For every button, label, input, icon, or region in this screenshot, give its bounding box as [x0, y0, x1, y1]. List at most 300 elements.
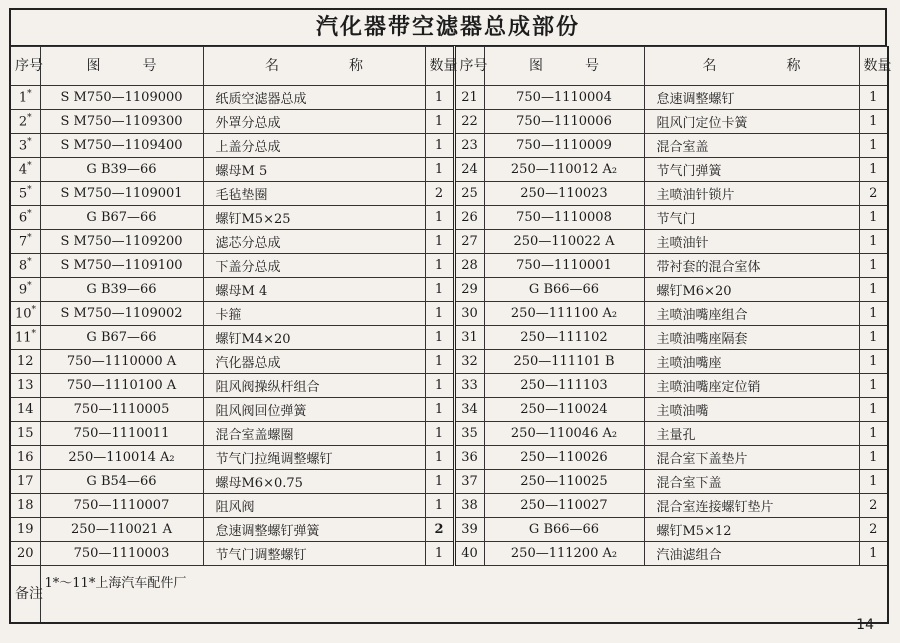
cell-drawing-number [40, 230, 203, 254]
cell-quantity-text: 1 [869, 138, 878, 153]
header-quantity: 数量 [859, 47, 888, 86]
cell-drawing-number-text: 750—1110007 [73, 498, 170, 513]
cell-drawing-number-text: 750—1110004 [516, 90, 612, 105]
cell-drawing-number-text: G B39—66 [86, 282, 157, 297]
cell-seq [10, 86, 40, 110]
cell-seq [454, 374, 484, 398]
cell-name-text: 主喷油嘴座 [656, 356, 722, 371]
cell-name [644, 254, 859, 278]
cell-drawing-number [484, 542, 644, 566]
remarks-text: 1*～11*上海汽车配件厂 [40, 566, 888, 624]
cell-name-text: 怠速调整螺钉弹簧 [215, 524, 320, 539]
cell-name-text: 主喷油嘴 [656, 404, 709, 419]
cell-seq [454, 206, 484, 230]
supplier-mark: * [27, 209, 32, 220]
cell-name [203, 374, 425, 398]
cell-drawing-number-text: G B54—66 [86, 474, 157, 489]
cell-drawing-number [40, 182, 203, 206]
cell-seq-text: 34 [461, 402, 478, 417]
cell-name-text: 外罩分总成 [215, 116, 281, 131]
cell-seq [10, 134, 40, 158]
cell-seq-text: 25 [461, 186, 478, 201]
cell-quantity-text: 1 [434, 114, 444, 129]
cell-quantity-text: 1 [434, 498, 444, 513]
cell-name [644, 542, 859, 566]
cell-drawing-number-text: 250—110012 A₂ [510, 162, 618, 177]
cell-drawing-number-text: 750—1110003 [73, 546, 170, 561]
cell-seq [10, 254, 40, 278]
cell-quantity-text: 2 [434, 522, 444, 537]
cell-quantity-text: 1 [869, 234, 878, 249]
page-number: 14 [856, 617, 874, 633]
cell-drawing-number [484, 374, 644, 398]
cell-quantity [859, 158, 888, 182]
cell-seq-text: 8 [18, 258, 28, 274]
cell-quantity [859, 230, 888, 254]
cell-drawing-number [484, 182, 644, 206]
cell-drawing-number-text: S M750—1109200 [60, 234, 183, 249]
supplier-mark: * [27, 185, 32, 196]
cell-quantity [425, 254, 454, 278]
cell-quantity [859, 494, 888, 518]
table-row [10, 326, 888, 350]
cell-seq-text: 22 [461, 114, 478, 129]
parts-table [9, 46, 892, 624]
cell-drawing-number [40, 374, 203, 398]
cell-quantity [425, 374, 454, 398]
cell-seq [10, 158, 40, 182]
cell-quantity-text: 1 [434, 138, 444, 153]
cell-quantity [425, 302, 454, 326]
cell-seq [10, 374, 40, 398]
cell-name [644, 230, 859, 254]
cell-drawing-number-text: G B39—66 [86, 162, 157, 177]
supplier-mark: * [27, 137, 32, 148]
table-row [10, 350, 888, 374]
cell-drawing-number [484, 134, 644, 158]
cell-name [644, 110, 859, 134]
table-row [10, 278, 888, 302]
header-name: 名 称 [203, 47, 425, 86]
cell-quantity-text: 1 [434, 162, 444, 177]
header-drawing-number: 图 号 [40, 47, 203, 86]
cell-seq [454, 518, 484, 542]
table-row [10, 110, 888, 134]
cell-drawing-number [484, 254, 644, 278]
cell-quantity-text: 2 [434, 186, 444, 201]
cell-quantity-text: 1 [434, 546, 444, 561]
table-row [10, 374, 888, 398]
cell-quantity [859, 206, 888, 230]
cell-name-text: 节气门 [656, 212, 696, 227]
cell-drawing-number-text: S M750—1109000 [60, 90, 183, 105]
cell-drawing-number [40, 446, 203, 470]
cell-seq-text: 18 [16, 498, 34, 513]
cell-name [203, 230, 425, 254]
cell-seq [10, 470, 40, 494]
cell-seq [454, 470, 484, 494]
cell-seq-text: 3 [18, 138, 28, 154]
page-title: 汽化器带空滤器总成部份 [9, 8, 887, 46]
cell-seq [454, 230, 484, 254]
cell-seq-text: 26 [461, 210, 478, 225]
cell-name-text: 螺母M 4 [215, 284, 268, 299]
cell-seq-text: 20 [16, 546, 34, 561]
cell-drawing-number [484, 518, 644, 542]
cell-seq [454, 254, 484, 278]
cell-quantity-text: 1 [869, 258, 878, 273]
cell-name-text: 下盖分总成 [215, 260, 281, 275]
cell-seq [454, 278, 484, 302]
cell-quantity [425, 446, 454, 470]
cell-drawing-number [40, 278, 203, 302]
cell-drawing-number [40, 350, 203, 374]
cell-seq [10, 302, 40, 326]
parts-sheet [9, 8, 892, 624]
cell-seq-text: 14 [16, 402, 34, 417]
cell-quantity-text: 1 [869, 474, 878, 489]
cell-name [203, 326, 425, 350]
cell-name [203, 302, 425, 326]
cell-drawing-number-text: 750—1110005 [73, 402, 170, 417]
cell-name [644, 86, 859, 110]
header-seq: 序号 [10, 47, 40, 86]
cell-seq-text: 23 [461, 138, 478, 153]
cell-quantity-text: 1 [434, 330, 444, 345]
cell-quantity [425, 494, 454, 518]
table-row [10, 86, 888, 110]
cell-quantity-text: 1 [434, 90, 444, 105]
cell-drawing-number [484, 302, 644, 326]
cell-drawing-number-text: 250—111100 A₂ [510, 306, 618, 321]
cell-drawing-number-text: S M750—1109001 [60, 186, 183, 201]
cell-seq-text: 27 [461, 234, 478, 249]
cell-quantity-text: 1 [434, 258, 444, 273]
cell-quantity [859, 398, 888, 422]
cell-name [644, 350, 859, 374]
cell-drawing-number-text: 250—111101 B [513, 354, 615, 369]
cell-quantity [859, 182, 888, 206]
cell-seq-text: 37 [461, 474, 478, 489]
cell-drawing-number [484, 110, 644, 134]
cell-name [644, 326, 859, 350]
cell-seq-text: 21 [461, 90, 478, 105]
cell-quantity [425, 110, 454, 134]
cell-seq-text: 19 [16, 522, 34, 537]
cell-name-text: 主喷油针 [656, 236, 709, 251]
cell-name-text: 螺钉M5×12 [656, 524, 732, 539]
cell-name [203, 422, 425, 446]
cell-quantity [425, 134, 454, 158]
cell-drawing-number [484, 86, 644, 110]
cell-seq-text: 39 [461, 522, 478, 537]
cell-drawing-number-text: S M750—1109400 [60, 138, 183, 153]
cell-name [203, 350, 425, 374]
table-row [10, 494, 888, 518]
cell-seq [454, 350, 484, 374]
table-row [10, 134, 888, 158]
table-row [10, 542, 888, 566]
cell-quantity [425, 182, 454, 206]
cell-quantity [425, 398, 454, 422]
cell-name-text: 汽油滤组合 [656, 548, 722, 563]
cell-quantity [859, 470, 888, 494]
cell-seq [10, 326, 40, 350]
cell-drawing-number [40, 302, 203, 326]
cell-quantity-text: 1 [869, 426, 878, 441]
cell-name [644, 398, 859, 422]
cell-seq [10, 350, 40, 374]
cell-drawing-number-text: 250—110014 A₂ [68, 450, 175, 465]
cell-name [644, 446, 859, 470]
cell-quantity-text: 1 [434, 402, 444, 417]
cell-seq [10, 230, 40, 254]
cell-drawing-number-text: 250—111102 [520, 330, 608, 345]
cell-seq [454, 158, 484, 182]
cell-seq-text: 9 [18, 282, 28, 298]
cell-quantity-text: 1 [869, 354, 878, 369]
supplier-mark: * [27, 113, 32, 124]
cell-quantity-text: 1 [434, 306, 444, 321]
cell-drawing-number [40, 494, 203, 518]
cell-quantity-text: 1 [869, 450, 878, 465]
cell-quantity-text: 2 [869, 522, 878, 537]
cell-quantity [859, 110, 888, 134]
cell-quantity [859, 326, 888, 350]
table-body [10, 86, 888, 566]
cell-drawing-number [40, 86, 203, 110]
cell-drawing-number [40, 542, 203, 566]
cell-drawing-number [484, 422, 644, 446]
remarks-label: 备注 [10, 566, 40, 624]
cell-quantity-text: 1 [869, 90, 878, 105]
supplier-mark: * [27, 89, 32, 100]
cell-quantity-text: 1 [434, 450, 444, 465]
cell-seq-text: 10 [15, 306, 32, 322]
cell-drawing-number-text: 250—111200 A₂ [510, 546, 618, 561]
cell-name [203, 518, 425, 542]
cell-seq-text: 12 [16, 354, 34, 369]
cell-seq-text: 15 [16, 426, 34, 441]
cell-name-text: 混合室下盖 [656, 476, 722, 491]
cell-seq [10, 398, 40, 422]
cell-drawing-number [40, 206, 203, 230]
cell-drawing-number-text: 250—110021 A [71, 522, 172, 537]
cell-seq [10, 518, 40, 542]
cell-name-text: 节气门弹簧 [656, 164, 722, 179]
cell-name [203, 134, 425, 158]
cell-name [203, 446, 425, 470]
cell-name-text: 螺母M6×0.75 [215, 476, 303, 491]
cell-drawing-number-text: S M750—1109002 [60, 306, 183, 321]
cell-quantity-text: 2 [869, 498, 878, 513]
cell-quantity [859, 86, 888, 110]
cell-seq-text: 31 [461, 330, 478, 345]
cell-quantity [859, 254, 888, 278]
cell-name-text: 节气门拉绳调整螺钉 [215, 452, 333, 467]
cell-seq-text: 35 [461, 426, 478, 441]
cell-quantity-text: 1 [869, 378, 878, 393]
cell-quantity-text: 1 [434, 378, 444, 393]
cell-drawing-number-text: 250—110027 [520, 498, 608, 513]
cell-drawing-number-text: S M750—1109100 [60, 258, 183, 273]
cell-seq-text: 38 [461, 498, 478, 513]
cell-quantity [859, 374, 888, 398]
table-row [10, 158, 888, 182]
cell-drawing-number [40, 326, 203, 350]
cell-drawing-number [40, 110, 203, 134]
cell-name [203, 494, 425, 518]
header-seq: 序号 [454, 47, 484, 86]
cell-drawing-number [40, 470, 203, 494]
cell-seq [454, 86, 484, 110]
cell-drawing-number [484, 230, 644, 254]
supplier-mark: * [27, 161, 32, 172]
cell-seq-text: 1 [18, 90, 28, 106]
cell-seq [10, 422, 40, 446]
cell-name-text: 汽化器总成 [215, 356, 281, 371]
table-row [10, 182, 888, 206]
cell-seq [10, 494, 40, 518]
cell-drawing-number-text: G B67—66 [86, 210, 157, 225]
cell-drawing-number-text: 750—1110100 A [66, 378, 177, 393]
cell-name-text: 上盖分总成 [215, 140, 281, 155]
cell-drawing-number [484, 158, 644, 182]
cell-name-text: 阻风门定位卡簧 [656, 116, 748, 131]
cell-seq-text: 16 [16, 450, 34, 465]
cell-seq [454, 494, 484, 518]
cell-drawing-number [484, 398, 644, 422]
cell-name [644, 278, 859, 302]
cell-seq-text: 32 [461, 354, 478, 369]
cell-quantity [425, 518, 454, 542]
cell-name-text: 纸质空滤器总成 [215, 92, 307, 107]
cell-name [203, 254, 425, 278]
cell-seq-text: 24 [461, 162, 478, 177]
cell-name-text: 螺母M 5 [215, 164, 268, 179]
cell-drawing-number-text: 750—1110011 [73, 426, 170, 441]
supplier-mark: * [27, 233, 32, 244]
cell-quantity-text: 1 [869, 402, 878, 417]
cell-name [644, 470, 859, 494]
table-row [10, 206, 888, 230]
supplier-mark: * [31, 305, 37, 316]
table-row [10, 446, 888, 470]
cell-drawing-number-text: 250—110026 [520, 450, 608, 465]
cell-name-text: 混合室连接螺钉垫片 [656, 500, 774, 515]
cell-name [203, 206, 425, 230]
cell-seq-text: 40 [461, 546, 478, 561]
cell-seq-text: 11 [15, 330, 32, 346]
cell-quantity-text: 1 [869, 162, 878, 177]
cell-name [644, 374, 859, 398]
cell-seq [454, 542, 484, 566]
cell-seq-text: 13 [16, 378, 34, 393]
table-row [10, 470, 888, 494]
remarks-row [10, 566, 888, 624]
cell-quantity [859, 446, 888, 470]
cell-seq-text: 4 [18, 162, 28, 178]
cell-drawing-number [484, 470, 644, 494]
cell-quantity [425, 86, 454, 110]
cell-drawing-number [40, 518, 203, 542]
cell-quantity [859, 302, 888, 326]
table-row [10, 398, 888, 422]
cell-seq-text: 5 [18, 186, 28, 202]
cell-quantity [425, 542, 454, 566]
cell-seq-text: 6 [18, 210, 28, 226]
cell-name-text: 带衬套的混合室体 [656, 260, 761, 275]
cell-quantity [425, 158, 454, 182]
cell-name [644, 494, 859, 518]
supplier-mark: * [31, 329, 37, 340]
cell-drawing-number-text: 750—1110001 [516, 258, 612, 273]
cell-quantity [859, 134, 888, 158]
cell-name [203, 542, 425, 566]
cell-name [644, 206, 859, 230]
cell-seq [454, 182, 484, 206]
cell-name-text: 主喷油嘴座隔套 [656, 332, 748, 347]
cell-drawing-number [484, 494, 644, 518]
cell-quantity-text: 1 [434, 426, 444, 441]
cell-seq-text: 36 [461, 450, 478, 465]
cell-name [644, 134, 859, 158]
cell-seq [454, 302, 484, 326]
cell-quantity [859, 278, 888, 302]
cell-drawing-number-text: 250—110024 [520, 402, 608, 417]
cell-seq [10, 182, 40, 206]
cell-seq [10, 446, 40, 470]
supplier-mark: * [27, 281, 32, 292]
cell-seq [454, 398, 484, 422]
cell-name-text: 阻风阀回位弹簧 [215, 404, 307, 419]
cell-drawing-number [484, 278, 644, 302]
cell-name [203, 470, 425, 494]
cell-quantity-text: 1 [869, 546, 878, 561]
table-row [10, 302, 888, 326]
cell-drawing-number-text: 250—110025 [520, 474, 608, 489]
cell-quantity [859, 350, 888, 374]
cell-name-text: 阻风阀操纵杆组合 [215, 380, 320, 395]
cell-name-text: 混合室盖 [656, 140, 709, 155]
cell-seq-text: 29 [461, 282, 478, 297]
cell-quantity-text: 1 [869, 114, 878, 129]
cell-quantity [425, 278, 454, 302]
cell-drawing-number [40, 254, 203, 278]
cell-name-text: 螺钉M6×20 [656, 284, 732, 299]
cell-drawing-number-text: 250—110023 [520, 186, 608, 201]
cell-seq-text: 28 [461, 258, 478, 273]
cell-drawing-number [40, 158, 203, 182]
cell-drawing-number-text: 750—1110008 [516, 210, 612, 225]
cell-quantity-text: 1 [434, 354, 444, 369]
cell-seq-text: 2 [18, 114, 28, 130]
cell-drawing-number-text: 750—1110006 [516, 114, 612, 129]
cell-drawing-number [40, 398, 203, 422]
cell-drawing-number [484, 206, 644, 230]
cell-name-text: 滤芯分总成 [215, 236, 281, 251]
header-name: 名 称 [644, 47, 859, 86]
cell-quantity-text: 1 [869, 330, 878, 345]
header-drawing-number: 图 号 [484, 47, 644, 86]
cell-drawing-number-text: 250—110022 A [513, 234, 615, 249]
cell-seq [454, 326, 484, 350]
cell-quantity-text: 1 [869, 306, 878, 321]
cell-drawing-number-text: 750—1110009 [516, 138, 612, 153]
cell-name-text: 混合室下盖垫片 [656, 452, 748, 467]
cell-name [203, 398, 425, 422]
cell-seq [454, 110, 484, 134]
